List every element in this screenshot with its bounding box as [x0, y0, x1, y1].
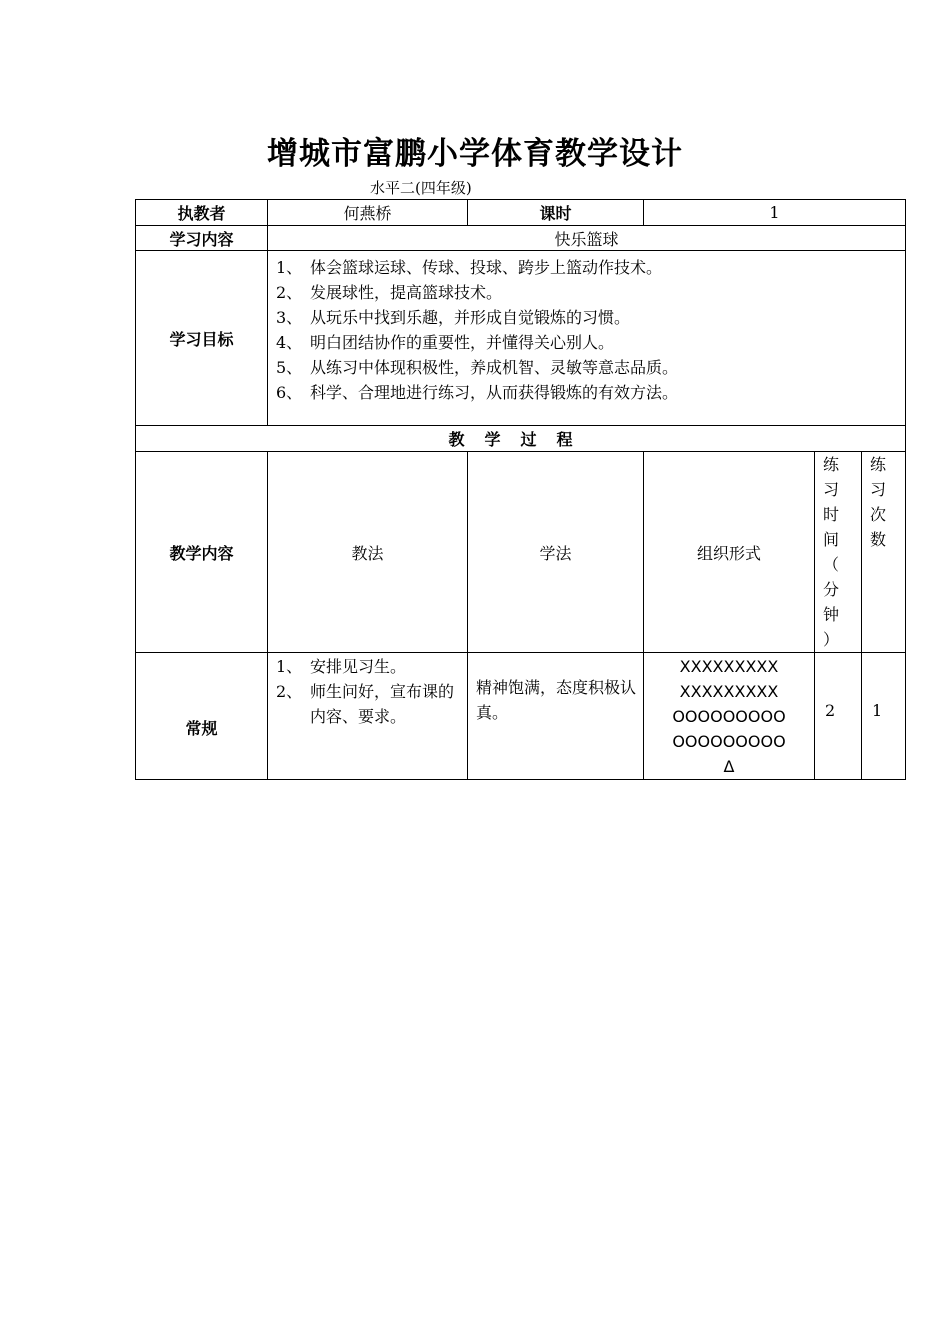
process-header-row — [136, 426, 906, 452]
objective-item: 1、 体会篮球运球、传球、投球、跨步上篮动作技术。 — [276, 258, 663, 277]
teacher-label: 执教者 — [136, 200, 268, 226]
objectives-row — [136, 251, 906, 426]
routine-row — [136, 653, 906, 780]
routine-formation: XXXXXXXXX XXXXXXXXX OOOOOOOOO OOOOOOOOO Δ — [644, 653, 815, 780]
objectives-list — [268, 251, 905, 421]
period-value: 1 — [644, 200, 906, 226]
col-organization: 组织形式 — [644, 452, 815, 653]
content-value: 快乐篮球 — [268, 226, 906, 251]
objective-item: 3、 从玩乐中找到乐趣，并形成自觉锻炼的习惯。 — [276, 308, 631, 327]
routine-label: 常规 — [136, 653, 268, 780]
columns-row — [136, 452, 906, 653]
routine-teaching — [268, 653, 468, 780]
col-teaching-method: 教法 — [268, 452, 468, 653]
teaching-list — [268, 654, 467, 729]
routine-count: 1 — [862, 653, 906, 780]
teaching-item: 1、 安排见习生。 — [276, 657, 407, 676]
objective-item: 5、 从练习中体现积极性，养成机智、灵敏等意志品质。 — [276, 358, 679, 377]
teacher-row — [136, 200, 906, 226]
content-row — [136, 226, 906, 251]
teaching-item: 2、 师生问好，宣布课的内容、要求。 — [276, 682, 455, 726]
objective-item: 4、 明白团结协作的重要性，并懂得关心别人。 — [276, 333, 615, 352]
col-content: 教学内容 — [136, 452, 268, 653]
col-learning-method: 学法 — [468, 452, 644, 653]
document-subtitle: 水平二(四年级) — [370, 179, 472, 197]
col-practice-count: 练 习 次 数 — [862, 452, 906, 653]
teacher-name: 何燕桥 — [268, 200, 468, 226]
routine-learning: 精神饱满，态度积极认真。 — [468, 653, 644, 780]
lesson-plan-table — [135, 199, 906, 780]
routine-time: 2 — [815, 653, 862, 780]
period-label: 课时 — [468, 200, 644, 226]
objectives-label: 学习目标 — [136, 251, 268, 426]
objectives-cell — [268, 251, 906, 426]
content-label: 学习内容 — [136, 226, 268, 251]
objective-item: 2、 发展球性，提高篮球技术。 — [276, 283, 503, 302]
col-practice-time: 练 习 时 间 （ 分 钟 ） — [815, 452, 862, 653]
process-header: 教学过程 — [136, 426, 906, 452]
objective-item: 6、 科学、合理地进行练习，从而获得锻炼的有效方法。 — [276, 383, 679, 402]
document-title: 增城市富鹏小学体育教学设计 — [267, 136, 683, 172]
